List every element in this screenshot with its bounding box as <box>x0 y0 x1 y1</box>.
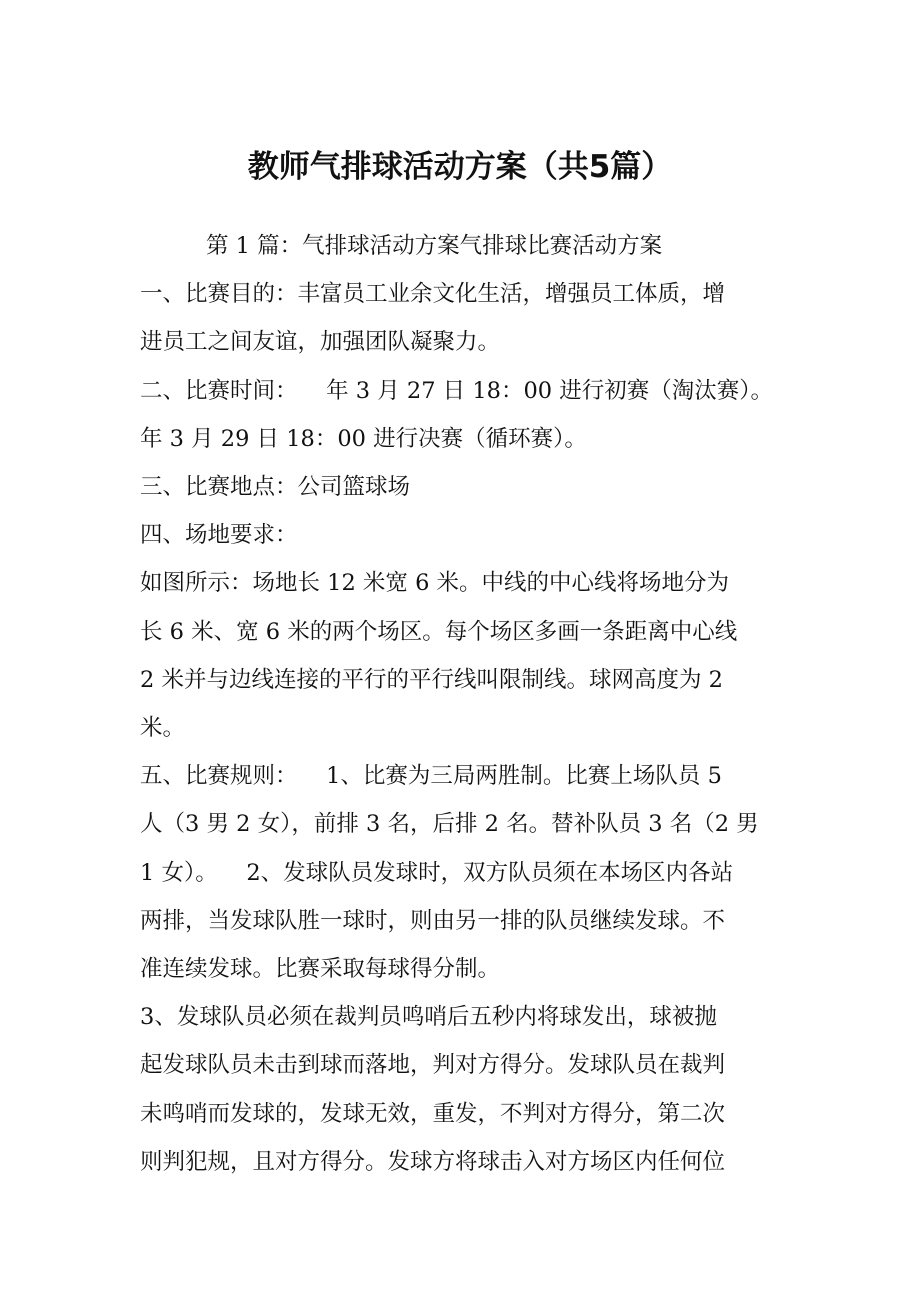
body-line: 则判犯规，且对方得分。发球方将球击入对方场区内任何位 <box>140 1148 726 1175</box>
body-line: 如图所示：场地长 12 米宽 6 米。中线的中心线将场地分为 <box>140 570 730 597</box>
document-body <box>140 222 785 1186</box>
section-heading-line: 第 1 篇：气排球活动方案气排球比赛活动方案 <box>206 233 663 259</box>
body-line: 3、发球队员必须在裁判员鸣哨后五秒内将球发出，球被抛 <box>140 1004 717 1031</box>
body-line: 两排，当发球队胜一球时，则由另一排的队员继续发球。不 <box>140 907 726 934</box>
body-line: 进员工之间友谊，加强团队凝聚力。 <box>140 329 501 356</box>
document-title: 教师气排球活动方案（共5篇） <box>247 149 673 185</box>
body-line: 准连续发球。比赛采取每球得分制。 <box>140 956 501 983</box>
body-line: 未鸣哨而发球的，发球无效，重发，不判对方得分，第二次 <box>140 1100 726 1127</box>
body-line: 米。 <box>140 715 186 742</box>
body-line: 长 6 米、宽 6 米的两个场区。每个场区多画一条距离中心线 <box>140 618 738 645</box>
body-line: 年 3 月 29 日 18：00 进行决赛（循环赛）。 <box>140 425 587 452</box>
body-line: 二、比赛时间： 年 3 月 27 日 18：00 进行初赛（淘汰赛）。 <box>140 377 773 404</box>
body-line: 2 米并与边线连接的平行的平行线叫限制线。球网高度为 2 <box>140 666 723 693</box>
body-line: 五、比赛规则： 1、比赛为三局两胜制。比赛上场队员 5 <box>140 763 722 790</box>
body-line: 人（3 男 2 女），前排 3 名，后排 2 名。替补队员 3 名（2 男 <box>140 811 759 838</box>
body-line: 四、场地要求： <box>140 522 298 549</box>
body-line: 1 女）。 2、发球队员发球时，双方队员须在本场区内各站 <box>140 859 734 886</box>
body-line: 一、比赛目的：丰富员工业余文化生活，增强员工体质，增 <box>140 281 726 308</box>
body-line: 起发球队员未击到球而落地，判对方得分。发球队员在裁判 <box>140 1052 726 1079</box>
body-line: 三、比赛地点：公司篮球场 <box>140 474 411 501</box>
